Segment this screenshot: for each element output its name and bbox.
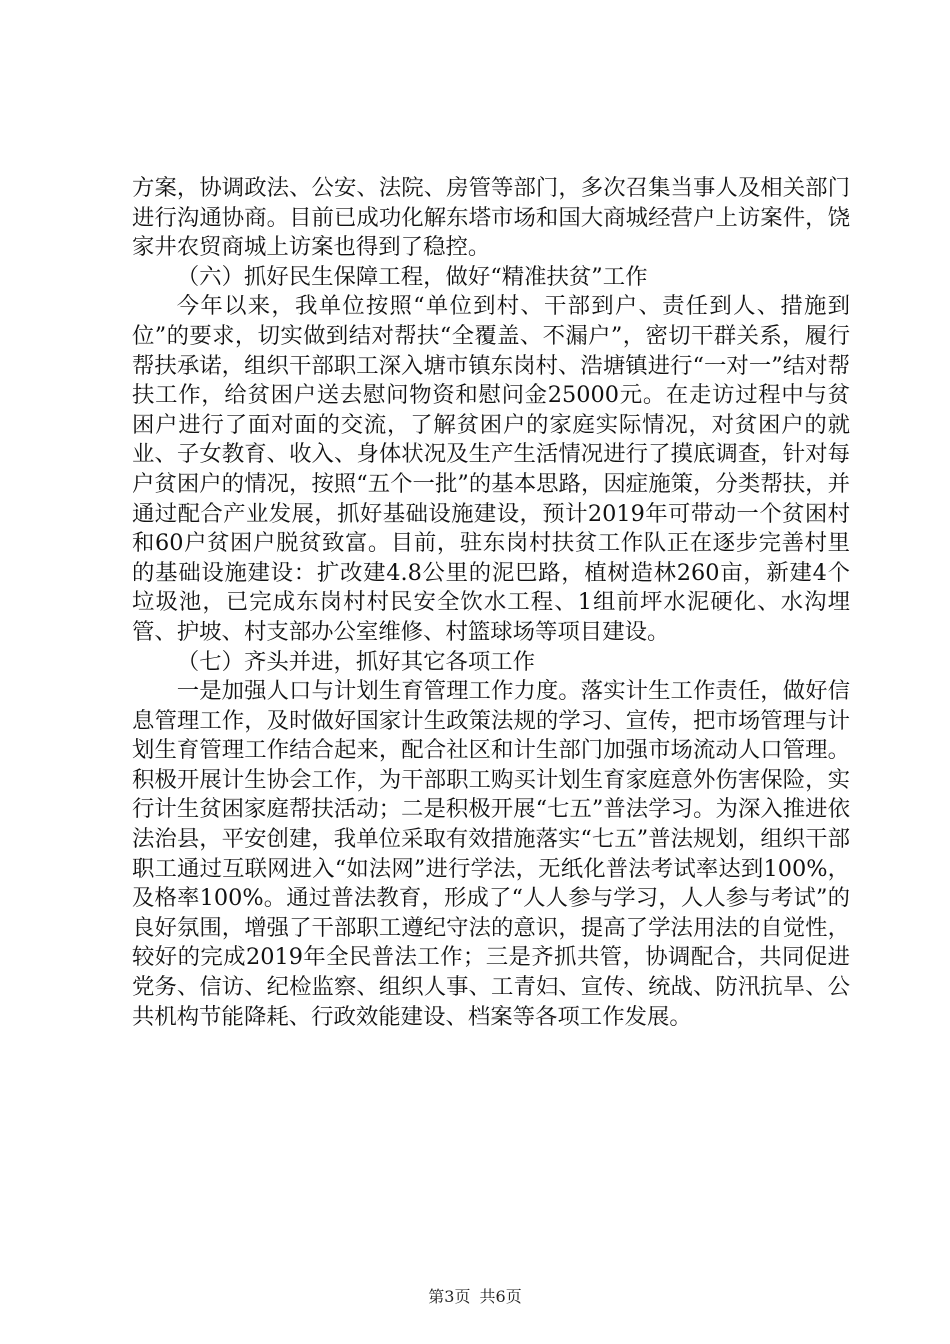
section-heading-six: （六）抓好民生保障工程，做好“精准扶贫”工作: [176, 263, 648, 290]
paragraph-poverty-alleviation: 今年以来，我单位按照“单位到村、干部到户、责任到人、措施到位”的要求，切实做到结对帮扶“全覆盖、不漏户”，密切干群关系，履行帮扶承诺，组织干部职工深入塘市镇东岗村、浩塘镇进行“一对一”结对帮扶工作，给贫困户送去慰问物资和慰问金25000元。在走访过程中与贫困户进行了面对面的交流，了解贫困户的家庭实际情况，对贫困户的就业、子女教育、收入、身体状况及生产生活情况进行了摸底调查，针对每户贫困户的情况，按照“五个一批”的基本思路，因症施策，分类帮扶，并通过配合产业发展，抓好基础设施建设，预计2019年可带动一个贫困村和60户贫困户脱贫致富。目前，驻东岗村扶贫工作队正在逐步完善村里的基础设施建设：扩改建4.8公里的泥巴路，植树造林260亩，新建4个垃圾池，已完成东岗村村民安全饮水工程、1组前坪水泥硬化、水沟埋管、护坡、村支部办公室维修、村篮球场等项目建设。: [132, 293, 850, 645]
section-heading-seven: （七）齐头并进，抓好其它各项工作: [176, 648, 536, 675]
paragraph-continuation: 方案，协调政法、公安、法院、房管等部门，多次召集当事人及相关部门进行沟通协商。目前已成功化解东塔市场和国大商城经营户上访案件，饶家井农贸商城上访案也得到了稳控。: [132, 175, 850, 261]
page-footer: [0, 1284, 950, 1307]
page-number: 第3页: [428, 1287, 471, 1306]
document-body: [132, 174, 850, 1032]
page-total: 共6页: [479, 1287, 522, 1306]
paragraph-other-work: 一是加强人口与计划生育管理工作力度。落实计生工作责任，做好信息管理工作，及时做好国家计生政策法规的学习、宣传，把市场管理与计划生育管理工作结合起来，配合社区和计生部门加强市场流动人口管理。积极开展计生协会工作，为干部职工购买计划生育家庭意外伤害保险，实行计生贫困家庭帮扶活动；二是积极开展“七五”普法学习。为深入推进依法治县，平安创建，我单位采取有效措施落实“七五”普法规划，组织干部职工通过互联网进入“如法网”进行学法，无纸化普法考试率达到100%，及格率100%。通过普法教育，形成了“人人参与学习，人人参与考试”的良好氛围，增强了干部职工遵纪守法的意识，提高了学法用法的自觉性，较好的完成2019年全民普法工作；三是齐抓共管，协调配合，共同促进党务、信访、纪检监察、组织人事、工青妇、宣传、统战、防汛抗旱、公共机构节能降耗、行政效能建设、档案等各项工作发展。: [132, 678, 850, 1030]
